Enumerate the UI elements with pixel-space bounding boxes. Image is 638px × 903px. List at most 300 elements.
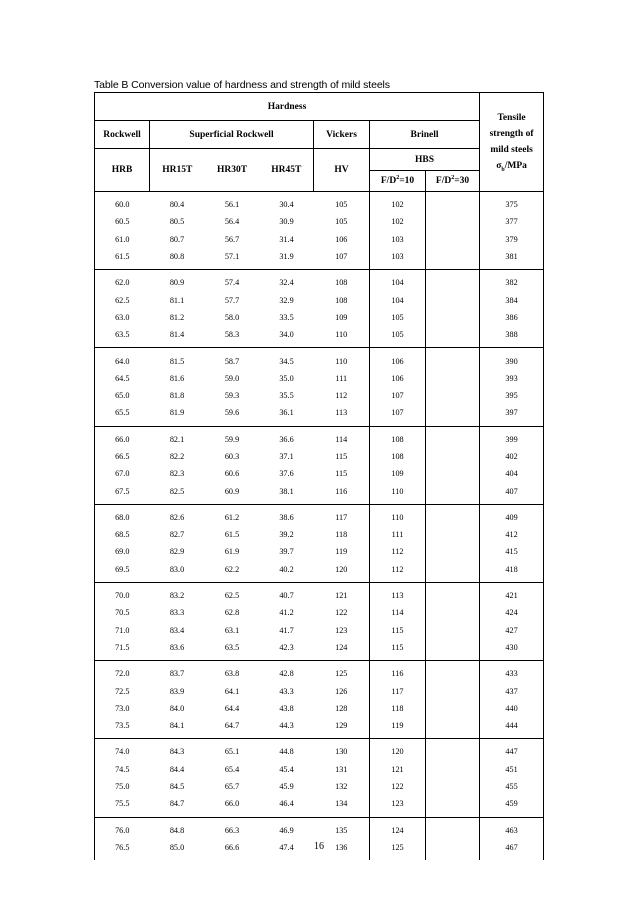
cell-hv: 136 bbox=[335, 842, 348, 852]
cell-hbs-fd30 bbox=[426, 561, 480, 583]
header-hbs: HBS bbox=[370, 149, 480, 171]
cell-hv: 110 bbox=[335, 330, 348, 340]
cell-hr45t: 36.1 bbox=[279, 408, 294, 418]
cell-hr45t: 30.4 bbox=[260, 192, 314, 214]
cell-hbs-fd30 bbox=[426, 309, 480, 326]
cell-tensile-strength: 402 bbox=[480, 448, 544, 465]
cell-tensile-strength: 381 bbox=[480, 248, 544, 270]
fd10-prefix: F/D bbox=[380, 176, 397, 186]
cell-hr30t: 62.8 bbox=[224, 608, 240, 618]
cell-hv: 105 bbox=[314, 192, 370, 214]
cell-hv: 113 bbox=[335, 408, 348, 418]
cell-hr45t: 44.3 bbox=[279, 721, 294, 731]
cell-hr45t: 39.2 bbox=[279, 530, 294, 540]
cell-hr45t: 46.4 bbox=[279, 799, 294, 809]
table-row bbox=[95, 348, 544, 370]
cell-hr30t: 58.3 bbox=[224, 330, 240, 340]
cell-hr45t: 40.2 bbox=[279, 564, 294, 574]
cell-hr15t: 82.2 bbox=[169, 452, 185, 461]
cell-hv: 117 bbox=[314, 504, 370, 526]
tensile-sub: b bbox=[501, 166, 505, 173]
cell-tensile-strength: 395 bbox=[480, 387, 544, 404]
table-row bbox=[95, 682, 544, 699]
cell-tensile-strength: 393 bbox=[480, 370, 544, 387]
cell-tensile-strength: 409 bbox=[480, 504, 544, 526]
table-row bbox=[95, 604, 544, 621]
cell-hv: 115 bbox=[335, 469, 348, 479]
table-caption: Table B Conversion value of hardness and strength of mild steels bbox=[94, 79, 390, 91]
fd30-sup: 2 bbox=[451, 174, 455, 181]
cell-hr15t: 82.1 bbox=[150, 426, 205, 448]
cell-hr15t: 84.3 bbox=[150, 739, 205, 761]
cell-hv: 106 bbox=[335, 234, 348, 244]
cell-hv: 110 bbox=[314, 348, 370, 370]
cell-tensile-strength: 388 bbox=[480, 326, 544, 348]
cell-hv: 115 bbox=[335, 452, 348, 461]
fd30-suffix: =30 bbox=[454, 176, 470, 186]
cell-hrb: 62.5 bbox=[95, 291, 150, 308]
cell-hr15t: 84.8 bbox=[150, 817, 205, 839]
cell-hv: 119 bbox=[335, 547, 348, 557]
cell-hbs-fd10: 121 bbox=[370, 761, 426, 778]
cell-hbs-fd10: 112 bbox=[370, 561, 426, 583]
cell-hr15t: 82.7 bbox=[169, 530, 185, 540]
cell-hrb: 66.5 bbox=[95, 448, 150, 465]
cell-hv: 116 bbox=[335, 486, 348, 496]
cell-hr30t: 62.2 bbox=[224, 564, 240, 574]
cell-hbs-fd30 bbox=[426, 778, 480, 795]
cell-hv: 135 bbox=[314, 817, 370, 839]
cell-hv: 134 bbox=[335, 799, 348, 809]
cell-hr45t: 37.1 bbox=[279, 452, 294, 461]
cell-hr15t: 82.6 bbox=[150, 504, 205, 526]
cell-hr30t: 56.7 bbox=[224, 234, 240, 244]
cell-hr30t: 66.0 bbox=[224, 799, 240, 809]
table-row bbox=[95, 448, 544, 465]
cell-hv: 123 bbox=[335, 625, 348, 635]
cell-hrb: 74.0 bbox=[95, 739, 150, 761]
cell-hbs-fd10: 108 bbox=[370, 448, 426, 465]
header-superficial-rockwell: Superficial Rockwell bbox=[150, 121, 314, 149]
cell-hrb: 64.5 bbox=[95, 370, 150, 387]
cell-tensile-strength: 404 bbox=[480, 465, 544, 482]
table-row bbox=[95, 795, 544, 817]
cell-hr15t: 83.9 bbox=[169, 686, 185, 696]
cell-hr30t: 59.0 bbox=[224, 373, 240, 383]
cell-hr15t: 82.5 bbox=[169, 486, 185, 496]
cell-hbs-fd30 bbox=[426, 404, 480, 426]
table-row bbox=[95, 817, 544, 839]
cell-tensile-strength: 384 bbox=[480, 291, 544, 308]
cell-hr45t: 35.5 bbox=[279, 391, 294, 401]
hardness-conversion-table bbox=[94, 92, 544, 860]
cell-hbs-fd30 bbox=[426, 291, 480, 308]
cell-hrb: 65.0 bbox=[95, 387, 150, 404]
cell-hr30t: 64.1 bbox=[224, 686, 240, 696]
cell-hrb: 66.0 bbox=[95, 426, 150, 448]
cell-tensile-strength: 427 bbox=[480, 622, 544, 639]
cell-hrb: 62.0 bbox=[95, 270, 150, 292]
cell-hbs-fd30 bbox=[426, 739, 480, 761]
cell-hrb: 75.5 bbox=[95, 795, 150, 817]
cell-hrb: 76.0 bbox=[95, 817, 150, 839]
cell-hr30t: 57.7 bbox=[224, 295, 240, 305]
cell-hbs-fd30 bbox=[426, 348, 480, 370]
cell-hrb: 75.0 bbox=[95, 778, 150, 795]
cell-hbs-fd10: 107 bbox=[370, 387, 426, 404]
cell-hr30t: 59.3 bbox=[224, 391, 240, 401]
table-row bbox=[95, 717, 544, 739]
cell-hbs-fd30 bbox=[426, 717, 480, 739]
cell-hrb: 72.0 bbox=[95, 661, 150, 683]
cell-hrb: 70.5 bbox=[95, 604, 150, 621]
cell-hr30t: 60.3 bbox=[224, 452, 240, 461]
cell-hr45t: 41.2 bbox=[279, 608, 294, 618]
cell-hbs-fd10: 119 bbox=[370, 717, 426, 739]
cell-hrb: 69.0 bbox=[95, 543, 150, 560]
cell-hr15t: 80.9 bbox=[150, 270, 205, 292]
table-row bbox=[95, 291, 544, 308]
cell-hr15t: 81.1 bbox=[169, 295, 185, 305]
cell-hbs-fd10: 120 bbox=[370, 739, 426, 761]
cell-hr45t: 31.9 bbox=[279, 252, 294, 262]
cell-hr15t: 80.7 bbox=[169, 234, 185, 244]
cell-hr30t: 66.6 bbox=[224, 842, 240, 852]
table-row bbox=[95, 526, 544, 543]
cell-tensile-strength: 437 bbox=[480, 682, 544, 699]
cell-hrb: 68.0 bbox=[95, 504, 150, 526]
cell-tensile-strength: 467 bbox=[480, 839, 544, 860]
header-fd10 bbox=[370, 171, 426, 192]
header-vickers: Vickers bbox=[314, 121, 370, 149]
cell-hbs-fd10: 115 bbox=[370, 639, 426, 661]
cell-hr45t: 40.7 bbox=[260, 582, 314, 604]
cell-hv: 131 bbox=[335, 764, 348, 774]
cell-hr30t: 65.4 bbox=[224, 764, 240, 774]
cell-hrb: 70.0 bbox=[95, 582, 150, 604]
cell-hr45t: 42.3 bbox=[279, 642, 294, 652]
cell-hr45t: 44.8 bbox=[260, 739, 314, 761]
cell-hr45t: 39.7 bbox=[279, 547, 294, 557]
cell-hrb: 61.0 bbox=[95, 231, 150, 248]
cell-hr15t: 81.8 bbox=[169, 391, 185, 401]
cell-hbs-fd10: 112 bbox=[370, 543, 426, 560]
cell-hrb: 63.0 bbox=[95, 309, 150, 326]
cell-hbs-fd30 bbox=[426, 192, 480, 214]
table-row bbox=[95, 661, 544, 683]
cell-hbs-fd10: 105 bbox=[370, 326, 426, 348]
cell-hrb: 68.5 bbox=[95, 526, 150, 543]
cell-hv: 121 bbox=[314, 582, 370, 604]
cell-hv: 109 bbox=[335, 312, 348, 322]
cell-hbs-fd10: 103 bbox=[370, 248, 426, 270]
cell-hbs-fd10: 106 bbox=[370, 370, 426, 387]
table-row bbox=[95, 387, 544, 404]
cell-hrb: 71.0 bbox=[95, 622, 150, 639]
cell-hbs-fd30 bbox=[426, 213, 480, 230]
cell-tensile-strength: 407 bbox=[480, 482, 544, 504]
table-row bbox=[95, 248, 544, 270]
table-row bbox=[95, 778, 544, 795]
cell-hbs-fd10: 102 bbox=[370, 192, 426, 214]
cell-hrb: 74.5 bbox=[95, 761, 150, 778]
cell-hr45t: 38.1 bbox=[279, 486, 294, 496]
cell-hv: 111 bbox=[335, 373, 348, 383]
cell-hrb: 60.0 bbox=[95, 192, 150, 214]
cell-hr45t: 38.6 bbox=[260, 504, 314, 526]
cell-hr30t: 63.8 bbox=[205, 661, 260, 683]
cell-hrb: 76.5 bbox=[95, 839, 150, 860]
cell-hr45t: 47.4 bbox=[279, 842, 294, 852]
table-row bbox=[95, 270, 544, 292]
cell-hrb: 72.5 bbox=[95, 682, 150, 699]
fd10-suffix: =10 bbox=[399, 176, 415, 186]
cell-hv: 120 bbox=[335, 564, 348, 574]
cell-hr45t: 37.6 bbox=[279, 469, 294, 479]
fd30-prefix: F/D bbox=[435, 176, 452, 186]
table-row bbox=[95, 739, 544, 761]
header-rockwell: Rockwell bbox=[95, 121, 150, 149]
table-row bbox=[95, 561, 544, 583]
cell-hv: 108 bbox=[335, 295, 348, 305]
cell-hr30t: 63.1 bbox=[224, 625, 240, 635]
cell-hbs-fd10: 104 bbox=[370, 270, 426, 292]
cell-hr30t: 60.6 bbox=[224, 469, 240, 479]
cell-hr30t: 65.1 bbox=[205, 739, 260, 761]
cell-hr30t: 58.7 bbox=[205, 348, 260, 370]
cell-tensile-strength: 440 bbox=[480, 700, 544, 717]
cell-hr45t: 32.4 bbox=[260, 270, 314, 292]
cell-hr15t: 80.8 bbox=[169, 252, 185, 262]
tensile-unit: /MPa bbox=[504, 161, 527, 171]
table-row bbox=[95, 504, 544, 526]
cell-hv: 128 bbox=[335, 703, 348, 713]
cell-hr30t: 56.4 bbox=[224, 217, 240, 227]
cell-hr30t: 57.1 bbox=[224, 252, 240, 262]
cell-tensile-strength: 463 bbox=[480, 817, 544, 839]
cell-hbs-fd30 bbox=[426, 661, 480, 683]
cell-tensile-strength: 418 bbox=[480, 561, 544, 583]
cell-hbs-fd10: 114 bbox=[370, 604, 426, 621]
cell-hr30t: 61.2 bbox=[205, 504, 260, 526]
cell-hv: 112 bbox=[335, 391, 348, 401]
cell-hbs-fd10: 110 bbox=[370, 504, 426, 526]
header-hrb: HRB bbox=[95, 149, 150, 192]
tensile-sigma: σ bbox=[496, 161, 502, 171]
cell-tensile-strength: 430 bbox=[480, 639, 544, 661]
cell-hbs-fd30 bbox=[426, 504, 480, 526]
cell-hr15t: 80.5 bbox=[169, 217, 185, 227]
cell-hrb: 67.5 bbox=[95, 482, 150, 504]
tensile-line2: strength of bbox=[489, 129, 534, 139]
cell-hbs-fd30 bbox=[426, 761, 480, 778]
cell-hr30t: 60.9 bbox=[224, 486, 240, 496]
table-row bbox=[95, 465, 544, 482]
cell-hbs-fd30 bbox=[426, 582, 480, 604]
cell-hr15t: 83.0 bbox=[169, 564, 185, 574]
cell-hbs-fd30 bbox=[426, 795, 480, 817]
cell-hv: 118 bbox=[335, 530, 348, 540]
cell-hbs-fd10: 104 bbox=[370, 291, 426, 308]
cell-hv: 105 bbox=[335, 217, 348, 227]
cell-hbs-fd30 bbox=[426, 326, 480, 348]
cell-hbs-fd30 bbox=[426, 543, 480, 560]
table-row bbox=[95, 543, 544, 560]
cell-hv: 114 bbox=[314, 426, 370, 448]
cell-hbs-fd10: 105 bbox=[370, 309, 426, 326]
page-number: 16 bbox=[314, 841, 324, 852]
cell-hr30t: 56.1 bbox=[205, 192, 260, 214]
cell-tensile-strength: 397 bbox=[480, 404, 544, 426]
cell-hr15t: 80.4 bbox=[150, 192, 205, 214]
cell-hr15t: 84.0 bbox=[169, 703, 185, 713]
cell-hbs-fd10: 124 bbox=[370, 817, 426, 839]
header-hv: HV bbox=[314, 149, 370, 192]
cell-tensile-strength: 459 bbox=[480, 795, 544, 817]
cell-hbs-fd10: 125 bbox=[370, 839, 426, 860]
table-row bbox=[95, 639, 544, 661]
tensile-line1: Tensile bbox=[497, 113, 526, 123]
cell-hr30t: 66.3 bbox=[205, 817, 260, 839]
header-hr15t: HR15T bbox=[150, 149, 205, 192]
header-tensile-strength bbox=[480, 93, 544, 192]
cell-hbs-fd30 bbox=[426, 248, 480, 270]
cell-hr30t: 61.5 bbox=[224, 530, 240, 540]
cell-tensile-strength: 455 bbox=[480, 778, 544, 795]
cell-hr45t: 35.0 bbox=[279, 373, 294, 383]
cell-hbs-fd30 bbox=[426, 526, 480, 543]
cell-hrb: 64.0 bbox=[95, 348, 150, 370]
cell-hbs-fd30 bbox=[426, 426, 480, 448]
cell-hbs-fd10: 107 bbox=[370, 404, 426, 426]
cell-tensile-strength: 412 bbox=[480, 526, 544, 543]
cell-hbs-fd30 bbox=[426, 387, 480, 404]
table-body bbox=[95, 192, 544, 861]
cell-hr30t: 61.9 bbox=[224, 547, 240, 557]
cell-tensile-strength: 377 bbox=[480, 213, 544, 230]
cell-tensile-strength: 421 bbox=[480, 582, 544, 604]
cell-tensile-strength: 375 bbox=[480, 192, 544, 214]
cell-hr45t: 33.5 bbox=[279, 312, 294, 322]
cell-tensile-strength: 415 bbox=[480, 543, 544, 560]
cell-hrb: 71.5 bbox=[95, 639, 150, 661]
cell-hr15t: 81.9 bbox=[169, 408, 185, 418]
cell-hbs-fd10: 106 bbox=[370, 348, 426, 370]
cell-hr15t: 85.0 bbox=[169, 842, 185, 852]
cell-tensile-strength: 451 bbox=[480, 761, 544, 778]
cell-hr45t: 46.9 bbox=[260, 817, 314, 839]
cell-hr30t: 63.5 bbox=[224, 642, 240, 652]
table-row bbox=[95, 404, 544, 426]
cell-hbs-fd30 bbox=[426, 448, 480, 465]
cell-hbs-fd30 bbox=[426, 604, 480, 621]
table-row bbox=[95, 370, 544, 387]
header-hardness: Hardness bbox=[95, 93, 480, 121]
cell-tensile-strength: 390 bbox=[480, 348, 544, 370]
cell-hbs-fd30 bbox=[426, 482, 480, 504]
cell-hr45t: 42.8 bbox=[260, 661, 314, 683]
fd10-sup: 2 bbox=[396, 174, 400, 181]
header-fd30 bbox=[426, 171, 480, 192]
cell-hbs-fd10: 116 bbox=[370, 661, 426, 683]
cell-hr45t: 43.3 bbox=[279, 686, 294, 696]
cell-hbs-fd10: 117 bbox=[370, 682, 426, 699]
cell-hv: 124 bbox=[335, 642, 348, 652]
cell-hr45t: 31.4 bbox=[279, 234, 294, 244]
cell-hv: 130 bbox=[314, 739, 370, 761]
cell-hr45t: 32.9 bbox=[279, 295, 294, 305]
cell-hr15t: 83.2 bbox=[150, 582, 205, 604]
cell-hbs-fd10: 102 bbox=[370, 213, 426, 230]
table-row bbox=[95, 761, 544, 778]
table-row bbox=[95, 582, 544, 604]
cell-hbs-fd30 bbox=[426, 639, 480, 661]
cell-hrb: 69.5 bbox=[95, 561, 150, 583]
cell-hbs-fd10: 113 bbox=[370, 582, 426, 604]
cell-hr30t: 58.0 bbox=[224, 312, 240, 322]
cell-hr30t: 64.7 bbox=[224, 721, 240, 731]
cell-hr45t: 43.8 bbox=[279, 703, 294, 713]
table-row bbox=[95, 700, 544, 717]
cell-hr15t: 84.4 bbox=[169, 764, 185, 774]
header-hr45t: HR45T bbox=[260, 149, 314, 192]
table-row bbox=[95, 192, 544, 214]
cell-hr45t: 34.5 bbox=[260, 348, 314, 370]
cell-hbs-fd10: 115 bbox=[370, 622, 426, 639]
cell-hr15t: 81.2 bbox=[169, 312, 185, 322]
cell-hr15t: 82.9 bbox=[169, 547, 185, 557]
tensile-line3: mild steels bbox=[490, 145, 533, 155]
cell-tensile-strength: 386 bbox=[480, 309, 544, 326]
cell-hbs-fd10: 109 bbox=[370, 465, 426, 482]
cell-hbs-fd30 bbox=[426, 270, 480, 292]
cell-hv: 122 bbox=[335, 608, 348, 618]
cell-hr15t: 82.3 bbox=[169, 469, 185, 479]
cell-hr15t: 81.4 bbox=[169, 330, 185, 340]
cell-hr15t: 84.1 bbox=[169, 721, 185, 731]
cell-hbs-fd10: 108 bbox=[370, 426, 426, 448]
cell-hr45t: 45.4 bbox=[279, 764, 294, 774]
table-row bbox=[95, 326, 544, 348]
cell-hr15t: 83.4 bbox=[169, 625, 185, 635]
table-row bbox=[95, 622, 544, 639]
cell-tensile-strength: 379 bbox=[480, 231, 544, 248]
cell-hv: 129 bbox=[335, 721, 348, 731]
cell-hrb: 67.0 bbox=[95, 465, 150, 482]
cell-hr15t: 83.7 bbox=[150, 661, 205, 683]
cell-hr15t: 83.6 bbox=[169, 642, 185, 652]
cell-hv: 108 bbox=[314, 270, 370, 292]
cell-hr30t: 65.7 bbox=[224, 782, 240, 792]
cell-tensile-strength: 444 bbox=[480, 717, 544, 739]
cell-hr30t: 59.6 bbox=[224, 408, 240, 418]
cell-hr15t: 84.7 bbox=[169, 799, 185, 809]
cell-hr15t: 81.6 bbox=[169, 373, 185, 383]
cell-hrb: 73.0 bbox=[95, 700, 150, 717]
cell-hbs-fd30 bbox=[426, 622, 480, 639]
cell-hr45t: 30.9 bbox=[279, 217, 294, 227]
table-row bbox=[95, 231, 544, 248]
table-row bbox=[95, 309, 544, 326]
cell-hbs-fd10: 110 bbox=[370, 482, 426, 504]
cell-hr15t: 84.5 bbox=[169, 782, 185, 792]
cell-hr15t: 81.5 bbox=[150, 348, 205, 370]
cell-hbs-fd30 bbox=[426, 682, 480, 699]
cell-hbs-fd10: 122 bbox=[370, 778, 426, 795]
cell-hrb: 63.5 bbox=[95, 326, 150, 348]
cell-hbs-fd30 bbox=[426, 817, 480, 839]
cell-hbs-fd30 bbox=[426, 231, 480, 248]
